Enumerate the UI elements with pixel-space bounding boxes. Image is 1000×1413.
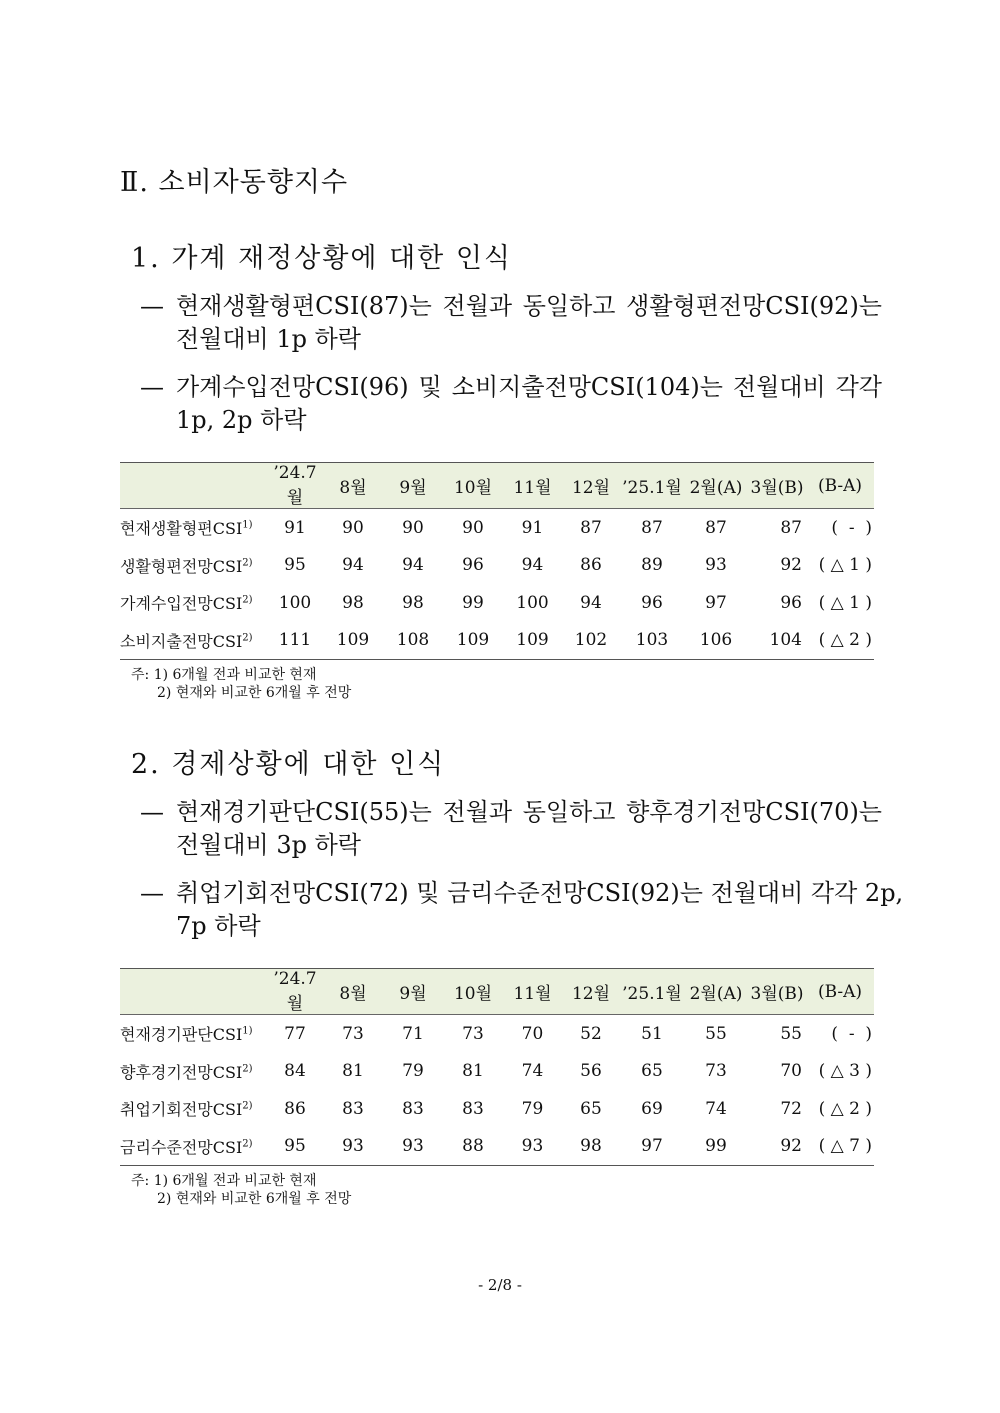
- table-row: [120, 1090, 874, 1128]
- table-row: [120, 547, 874, 585]
- value-cell: 103: [620, 622, 684, 660]
- bullet-line: 1p, 2p 하락: [176, 406, 307, 434]
- bullet-line: 가계수입전망CSI(96) 및 소비지출전망CSI(104)는 전월대비 각각: [176, 373, 882, 401]
- value-cell: 86: [580, 555, 602, 576]
- economic-situation-csi-table: [120, 968, 874, 1166]
- footnote-ref: 2): [242, 557, 253, 569]
- value-cell: 81: [342, 1061, 364, 1082]
- household-finance-csi-table: [120, 462, 874, 660]
- row-label: 소비지출전망CSI$^{2)}$: [120, 622, 267, 660]
- value-cell: 98: [562, 1128, 620, 1166]
- bullet-paragraph: [140, 796, 882, 862]
- row-label: 현재경기판단CSI$^{1)}$: [120, 1025, 253, 1045]
- value-cell: 109: [323, 622, 383, 660]
- column-header: ’24.7월: [267, 969, 323, 1015]
- column-header: 11월: [503, 969, 562, 1015]
- footnote-line: 2) 현재와 비교한 6개월 후 전망: [157, 685, 352, 701]
- value-cell: 55: [780, 1023, 802, 1044]
- bullet-paragraph: [140, 371, 882, 437]
- value-cell: 93: [323, 1128, 383, 1166]
- value-cell: 88: [443, 1128, 503, 1166]
- section-title: 2. 경제상황에 대한 인식: [131, 749, 446, 780]
- dash-marker: —: [140, 879, 164, 907]
- bullet-line: 전월대비 1p 하락: [176, 325, 361, 353]
- value-cell: 74: [705, 1098, 727, 1119]
- table-footnote: [131, 666, 351, 702]
- row-label: 생활형편전망CSI$^{2)}$: [120, 556, 253, 576]
- value-cell: 83: [402, 1098, 424, 1119]
- bullet-line: 7p 하락: [176, 912, 261, 940]
- bullet-paragraph: [140, 290, 882, 356]
- table-row: [120, 1128, 874, 1166]
- value-cell: 89: [641, 555, 663, 576]
- value-cell: 108: [383, 622, 443, 660]
- value-cell: 94: [521, 555, 544, 576]
- table-row: [120, 622, 874, 660]
- value-cell: 99: [462, 592, 484, 613]
- column-header: 3월(B): [748, 463, 806, 509]
- value-cell: 93: [503, 1128, 562, 1166]
- value-cell: 55: [705, 1023, 727, 1044]
- table-header-row: [120, 463, 874, 509]
- column-header: 3월(B): [748, 969, 806, 1015]
- value-cell: 106: [684, 622, 748, 660]
- value-cell: 87: [580, 517, 602, 538]
- value-cell: 91: [521, 517, 544, 538]
- value-cell: 94: [402, 555, 424, 576]
- footnote-ref: 2): [242, 632, 253, 644]
- value-cell: 90: [342, 517, 364, 538]
- column-header: 12월: [562, 463, 620, 509]
- change-cell: ( △ 2 ): [806, 622, 874, 660]
- column-header: (B-A): [806, 463, 874, 509]
- value-cell: 96: [641, 592, 663, 613]
- value-cell: 73: [342, 1023, 364, 1044]
- value-cell: 83: [342, 1098, 364, 1119]
- change-cell: ( △ 2 ): [818, 1098, 872, 1119]
- value-cell: 70: [521, 1023, 544, 1044]
- value-cell: 92: [748, 1128, 806, 1166]
- column-header: 2월(A): [684, 463, 748, 509]
- row-label: 취업기회전망CSI$^{2)}$: [120, 1100, 253, 1120]
- value-cell: 95: [267, 1128, 323, 1166]
- header-cell-blank: [120, 463, 267, 509]
- column-header: 11월: [503, 463, 562, 509]
- value-cell: 104: [748, 622, 806, 660]
- change-cell: ( △ 1 ): [818, 555, 872, 576]
- row-label: 가계수입전망CSI$^{2)}$: [120, 594, 253, 614]
- value-cell: 91: [284, 517, 306, 538]
- value-cell: 69: [641, 1098, 663, 1119]
- footnote-ref: 2): [242, 1138, 253, 1150]
- value-cell: 73: [705, 1061, 727, 1082]
- column-header: 12월: [562, 969, 620, 1015]
- bullet-line: 전월대비 3p 하락: [176, 831, 361, 859]
- bullet-line: 현재생활형편CSI(87)는 전월과 동일하고 생활형편전망CSI(92)는: [176, 292, 882, 320]
- bullet-line: 취업기회전망CSI(72) 및 금리수준전망CSI(92)는 전월대비 각각 2p,: [176, 879, 904, 907]
- value-cell: 56: [580, 1061, 602, 1082]
- value-cell: 99: [684, 1128, 748, 1166]
- value-cell: 94: [342, 555, 364, 576]
- value-cell: 71: [402, 1023, 424, 1044]
- column-header: ’24.7월: [267, 463, 323, 509]
- change-cell: ( - ): [831, 517, 872, 538]
- row-label: 향후경기전망CSI$^{2)}$: [120, 1062, 253, 1082]
- change-cell: ( △ 1 ): [818, 592, 872, 613]
- value-cell: 79: [521, 1098, 544, 1119]
- value-cell: 94: [580, 592, 602, 613]
- value-cell: 96: [780, 592, 802, 613]
- column-header: 2월(A): [684, 969, 748, 1015]
- table-footnote: [131, 1172, 351, 1208]
- column-header: ’25.1월: [620, 463, 684, 509]
- column-header: (B-A): [806, 969, 874, 1015]
- column-header: 10월: [443, 969, 503, 1015]
- column-header: 8월: [323, 969, 383, 1015]
- dash-marker: —: [140, 373, 164, 401]
- value-cell: 73: [462, 1023, 484, 1044]
- value-cell: 96: [462, 555, 484, 576]
- value-cell: 74: [521, 1061, 544, 1082]
- value-cell: 87: [641, 517, 663, 538]
- table-row: [120, 509, 874, 547]
- header-cell-blank: [120, 969, 267, 1015]
- dash-marker: —: [140, 798, 164, 826]
- value-cell: 79: [402, 1061, 424, 1082]
- footnote-ref: 1): [242, 519, 253, 531]
- value-cell: 93: [383, 1128, 443, 1166]
- value-cell: 83: [462, 1098, 484, 1119]
- value-cell: 84: [284, 1061, 306, 1082]
- table-header-row: [120, 969, 874, 1015]
- value-cell: 93: [705, 555, 727, 576]
- footnote-ref: 2): [242, 594, 253, 606]
- value-cell: 86: [284, 1098, 306, 1119]
- chapter-title: Ⅱ. 소비자동향지수: [120, 167, 349, 198]
- value-cell: 87: [705, 517, 727, 538]
- value-cell: 98: [342, 592, 364, 613]
- footnote-line: 주: 1) 6개월 전과 비교한 현재: [131, 667, 317, 683]
- value-cell: 65: [641, 1061, 663, 1082]
- value-cell: 77: [284, 1023, 306, 1044]
- value-cell: 87: [780, 517, 802, 538]
- column-header: 9월: [383, 969, 443, 1015]
- value-cell: 97: [705, 592, 727, 613]
- footnote-ref: 1): [242, 1025, 253, 1037]
- value-cell: 109: [443, 622, 503, 660]
- table-row: [120, 584, 874, 622]
- table-row: [120, 1053, 874, 1091]
- value-cell: 102: [562, 622, 620, 660]
- column-header: ’25.1월: [620, 969, 684, 1015]
- row-label: 금리수준전망CSI$^{2)}$: [120, 1128, 267, 1166]
- bullet-line: 현재경기판단CSI(55)는 전월과 동일하고 향후경기전망CSI(70)는: [176, 798, 882, 826]
- value-cell: 95: [284, 555, 306, 576]
- footnote-ref: 2): [242, 1100, 253, 1112]
- footnote-line: 2) 현재와 비교한 6개월 후 전망: [157, 1191, 352, 1207]
- value-cell: 90: [402, 517, 424, 538]
- value-cell: 111: [267, 622, 323, 660]
- change-cell: ( - ): [831, 1023, 872, 1044]
- value-cell: 65: [580, 1098, 602, 1119]
- value-cell: 97: [620, 1128, 684, 1166]
- column-header: 10월: [443, 463, 503, 509]
- value-cell: 51: [641, 1023, 663, 1044]
- value-cell: 100: [278, 592, 312, 613]
- value-cell: 98: [402, 592, 424, 613]
- change-cell: ( △ 7 ): [806, 1128, 874, 1166]
- value-cell: 92: [780, 555, 802, 576]
- footnote-ref: 2): [242, 1063, 253, 1075]
- value-cell: 70: [780, 1061, 802, 1082]
- value-cell: 52: [580, 1023, 602, 1044]
- value-cell: 100: [516, 592, 549, 613]
- column-header: 8월: [323, 463, 383, 509]
- row-label: 현재생활형편CSI$^{1)}$: [120, 519, 253, 539]
- value-cell: 90: [462, 517, 484, 538]
- table-row: [120, 1015, 874, 1053]
- footnote-line: 주: 1) 6개월 전과 비교한 현재: [131, 1173, 317, 1189]
- value-cell: 81: [462, 1061, 484, 1082]
- section-title: 1. 가계 재정상황에 대한 인식: [131, 243, 512, 274]
- dash-marker: —: [140, 292, 164, 320]
- column-header: 9월: [383, 463, 443, 509]
- page-number: - 2/8 -: [478, 1276, 522, 1294]
- change-cell: ( △ 3 ): [818, 1061, 872, 1082]
- bullet-paragraph: [140, 877, 904, 943]
- value-cell: 72: [780, 1098, 802, 1119]
- value-cell: 109: [503, 622, 562, 660]
